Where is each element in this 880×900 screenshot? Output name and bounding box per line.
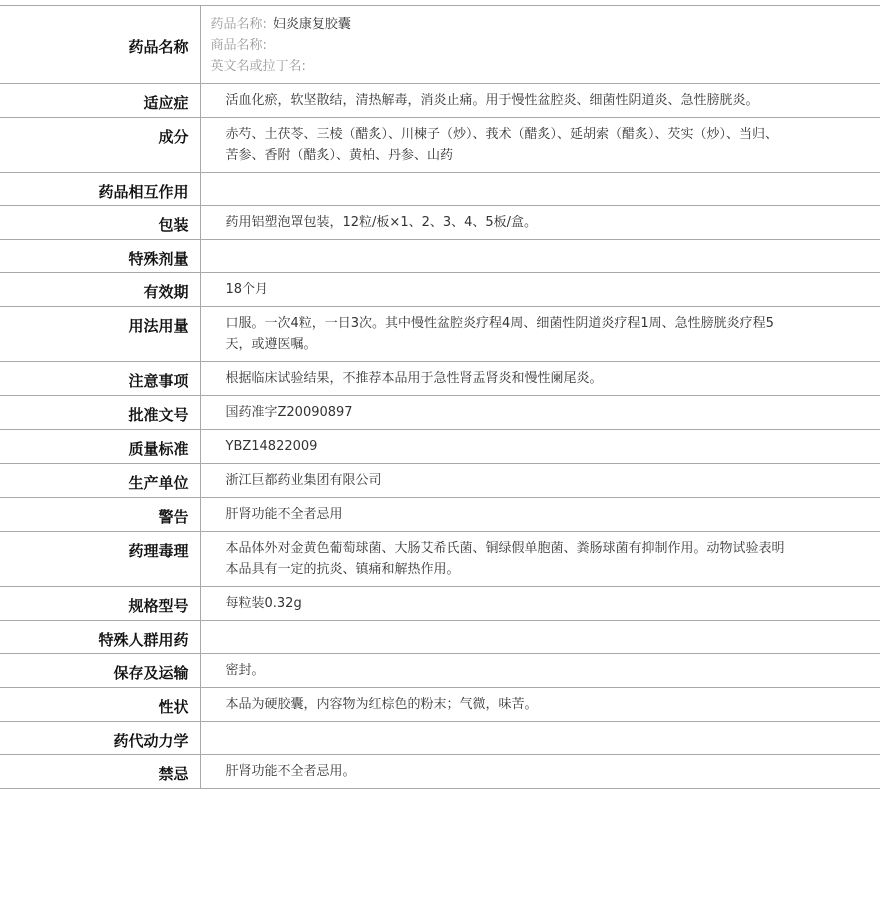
info-row: [0, 688, 880, 722]
row-value: 肝肾功能不全者忌用。: [200, 755, 880, 789]
row-value: 本品为硬胶囊，内容物为红棕色的粉末；气微，味苦。: [200, 688, 880, 722]
row-label: 批准文号: [0, 396, 200, 430]
name-key: 英文名或拉丁名:: [210, 59, 306, 74]
row-value: 本品体外对金黄色葡萄球菌、大肠艾希氏菌、铜绿假单胞菌、粪肠球菌有抑制作用。动物试验表明本品具有一定的抗炎、镇痛和解热作用。: [200, 532, 880, 587]
generic-name-value: 妇炎康复胶囊: [272, 17, 351, 32]
info-row: [0, 84, 880, 118]
row-value: [200, 173, 880, 206]
row-label: 生产单位: [0, 464, 200, 498]
row-value: 浙江巨都药业集团有限公司: [200, 464, 880, 498]
info-row: [0, 430, 880, 464]
row-value: 活血化瘀，软坚散结，清热解毒，消炎止痛。用于慢性盆腔炎、细菌性阴道炎、急性膀胱炎。: [200, 84, 880, 118]
row-label: 性状: [0, 688, 200, 722]
info-row: [0, 206, 880, 240]
row-value: [200, 240, 880, 273]
row-label: 禁忌: [0, 755, 200, 789]
info-row: [0, 498, 880, 532]
info-row: [0, 240, 880, 273]
drug-info-body: [0, 6, 880, 789]
row-label: 保存及运输: [0, 654, 200, 688]
info-row: [0, 464, 880, 498]
drug-info-table: [0, 5, 880, 789]
row-value: 密封。: [200, 654, 880, 688]
row-value: 国药准字Z20090897: [200, 396, 880, 430]
name-key: 药品名称:: [210, 17, 267, 32]
row-value: 赤芍、土茯苓、三棱（醋炙）、川楝子（炒）、莪术（醋炙）、延胡索（醋炙）、芡实（炒）、当归、苦参、香附（醋炙）、黄柏、丹参、山药: [200, 118, 880, 173]
info-row: [0, 722, 880, 755]
row-value: 口服。一次4粒，一日3次。其中慢性盆腔炎疗程4周、细菌性阴道炎疗程1周、急性膀胱炎疗程5天，或遵医嘱。: [200, 307, 880, 362]
name-key: 商品名称:: [210, 38, 267, 53]
row-value: 根据临床试验结果，不推荐本品用于急性肾盂肾炎和慢性阑尾炎。: [200, 362, 880, 396]
generic-name-line: [211, 14, 871, 35]
latin-name-line: [211, 56, 871, 77]
row-label: 警告: [0, 498, 200, 532]
info-row: [0, 118, 880, 173]
row-value: 18个月: [200, 273, 880, 307]
row-label: 包装: [0, 206, 200, 240]
info-row: [0, 654, 880, 688]
row-label: 注意事项: [0, 362, 200, 396]
row-label: 成分: [0, 118, 200, 173]
row-value: YBZ14822009: [200, 430, 880, 464]
drug-name-row: [0, 6, 880, 84]
row-value: 每粒装0.32g: [200, 587, 880, 621]
row-label: 用法用量: [0, 307, 200, 362]
row-label: 质量标准: [0, 430, 200, 464]
row-label: 适应症: [0, 84, 200, 118]
row-label: 规格型号: [0, 587, 200, 621]
info-row: [0, 587, 880, 621]
row-value: [200, 621, 880, 654]
info-row: [0, 532, 880, 587]
info-row: [0, 273, 880, 307]
info-row: [0, 621, 880, 654]
trade-name-line: [211, 35, 871, 56]
row-label: 特殊剂量: [0, 240, 200, 273]
drug-name-cell: [200, 6, 880, 84]
info-row: [0, 307, 880, 362]
row-value: 肝肾功能不全者忌用: [200, 498, 880, 532]
info-row: [0, 755, 880, 789]
row-value: [200, 722, 880, 755]
row-label: 药品相互作用: [0, 173, 200, 206]
row-label: 有效期: [0, 273, 200, 307]
row-label: 药代动力学: [0, 722, 200, 755]
row-label: 药理毒理: [0, 532, 200, 587]
row-value: 药用铝塑泡罩包装，12粒/板×1、2、3、4、5板/盒。: [200, 206, 880, 240]
info-row: [0, 362, 880, 396]
row-label: 药品名称: [0, 6, 200, 84]
row-label: 特殊人群用药: [0, 621, 200, 654]
info-row: [0, 173, 880, 206]
info-row: [0, 396, 880, 430]
